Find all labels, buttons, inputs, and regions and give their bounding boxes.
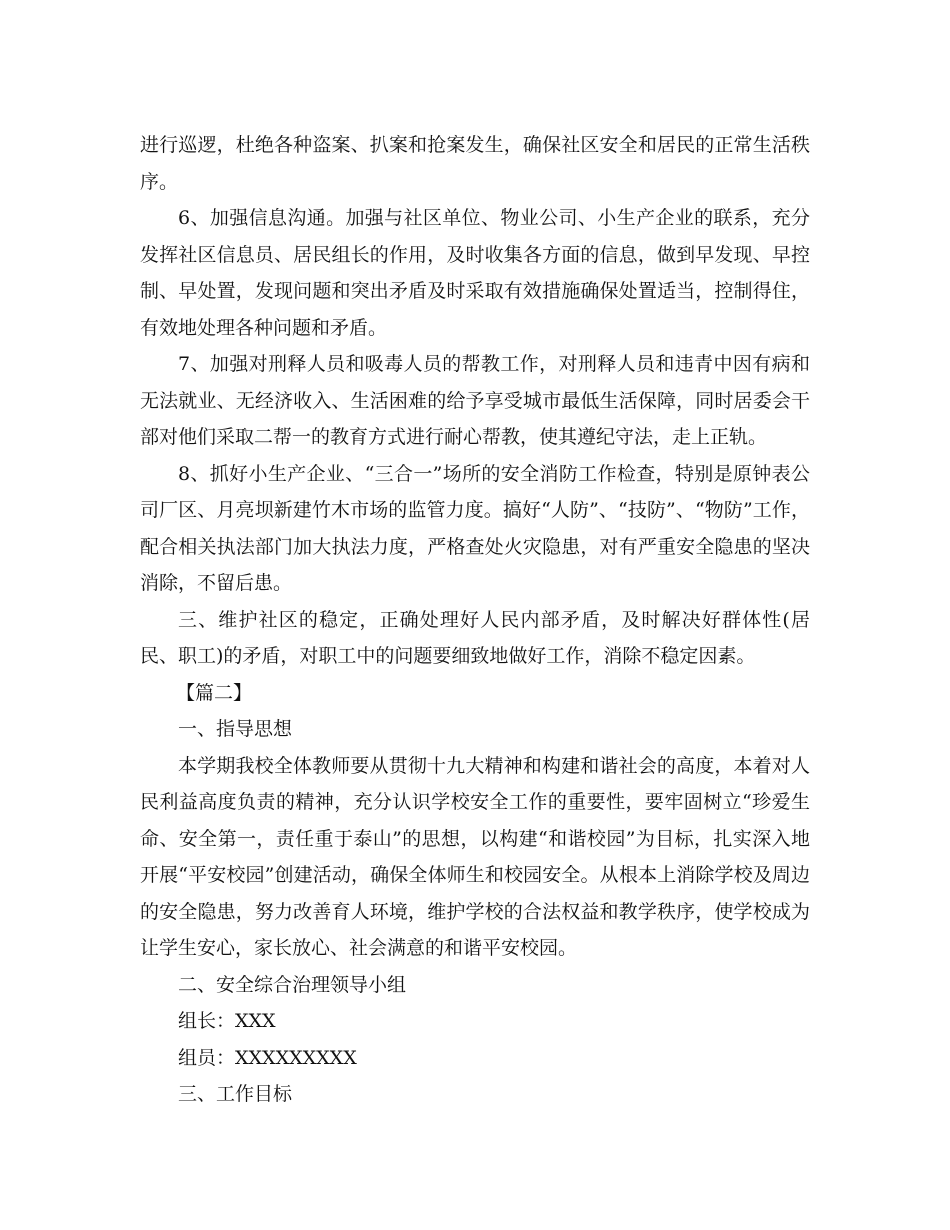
paragraph-item-7: 7、加强对刑释人员和吸毒人员的帮教工作，对刑释人员和违青中因有病和无法就业、无经济收入、生活困难的给予享受城市最低生活保障，同时居委会干部对他们采取二帮一的教育方式进行耐心帮教，使其遵纪守法，走上正轨。 <box>140 353 810 448</box>
group-leader-line: 组长：XXX <box>178 1010 276 1032</box>
section-title-part-two: 【篇二】 <box>176 681 253 704</box>
heading-guiding-ideology: 一、指导思想 <box>178 718 293 740</box>
heading-leadership-group: 二、安全综合治理领导小组 <box>178 973 407 996</box>
group-members-line: 组员：XXXXXXXXX <box>178 1046 357 1069</box>
paragraph-section-3: 三、维护社区的稳定，正确处理好人民内部矛盾，及时解决好群体性(居民、职工)的矛盾，对职工中的问题要细致地做好工作，消除不稳定因素。 <box>140 608 810 667</box>
paragraph-guiding-ideology: 本学期我校全体教师要从贯彻十九大精神和构建和谐社会的高度，本着对人民利益高度负责的精神，充分认识学校安全工作的重要性，要牢固树立“珍爱生命、安全第一，责任重于泰山”的思想，以构建“和谐校园”为目标，扎实深入地开展“平安校园”创建活动，确保全体师生和校园安全。从根本上消除学校及周边的安全隐患，努力改善育人环境，维护学校的合法权益和教学秩序，使学校成为让学生安心，家长放心、社会满意的和谐平安校园。 <box>140 754 810 959</box>
paragraph-item-6: 6、加强信息沟通。加强与社区单位、物业公司、小生产企业的联系，充分发挥社区信息员、居民组长的作用，及时收集各方面的信息，做到早发现、早控制、早处置，发现问题和突出矛盾及时采取有效措施确保处置适当，控制得住，有效地处理各种问题和矛盾。 <box>140 207 810 339</box>
paragraph-patrol-continuation: 进行巡逻，杜绝各种盗案、扒案和抢案发生，确保社区安全和居民的正常生活秩序。 <box>140 134 810 193</box>
document-body <box>140 127 810 1113</box>
heading-work-goals: 三、工作目标 <box>178 1083 293 1105</box>
paragraph-item-8: 8、抓好小生产企业、“三合一”场所的安全消防工作检查，特别是原钟表公司厂区、月亮坝新建竹木市场的监管力度。搞好“人防”、“技防”、“物防”工作，配合相关执法部门加大执法力度，严格查处火灾隐患，对有严重安全隐患的坚决消除，不留后患。 <box>140 462 810 594</box>
